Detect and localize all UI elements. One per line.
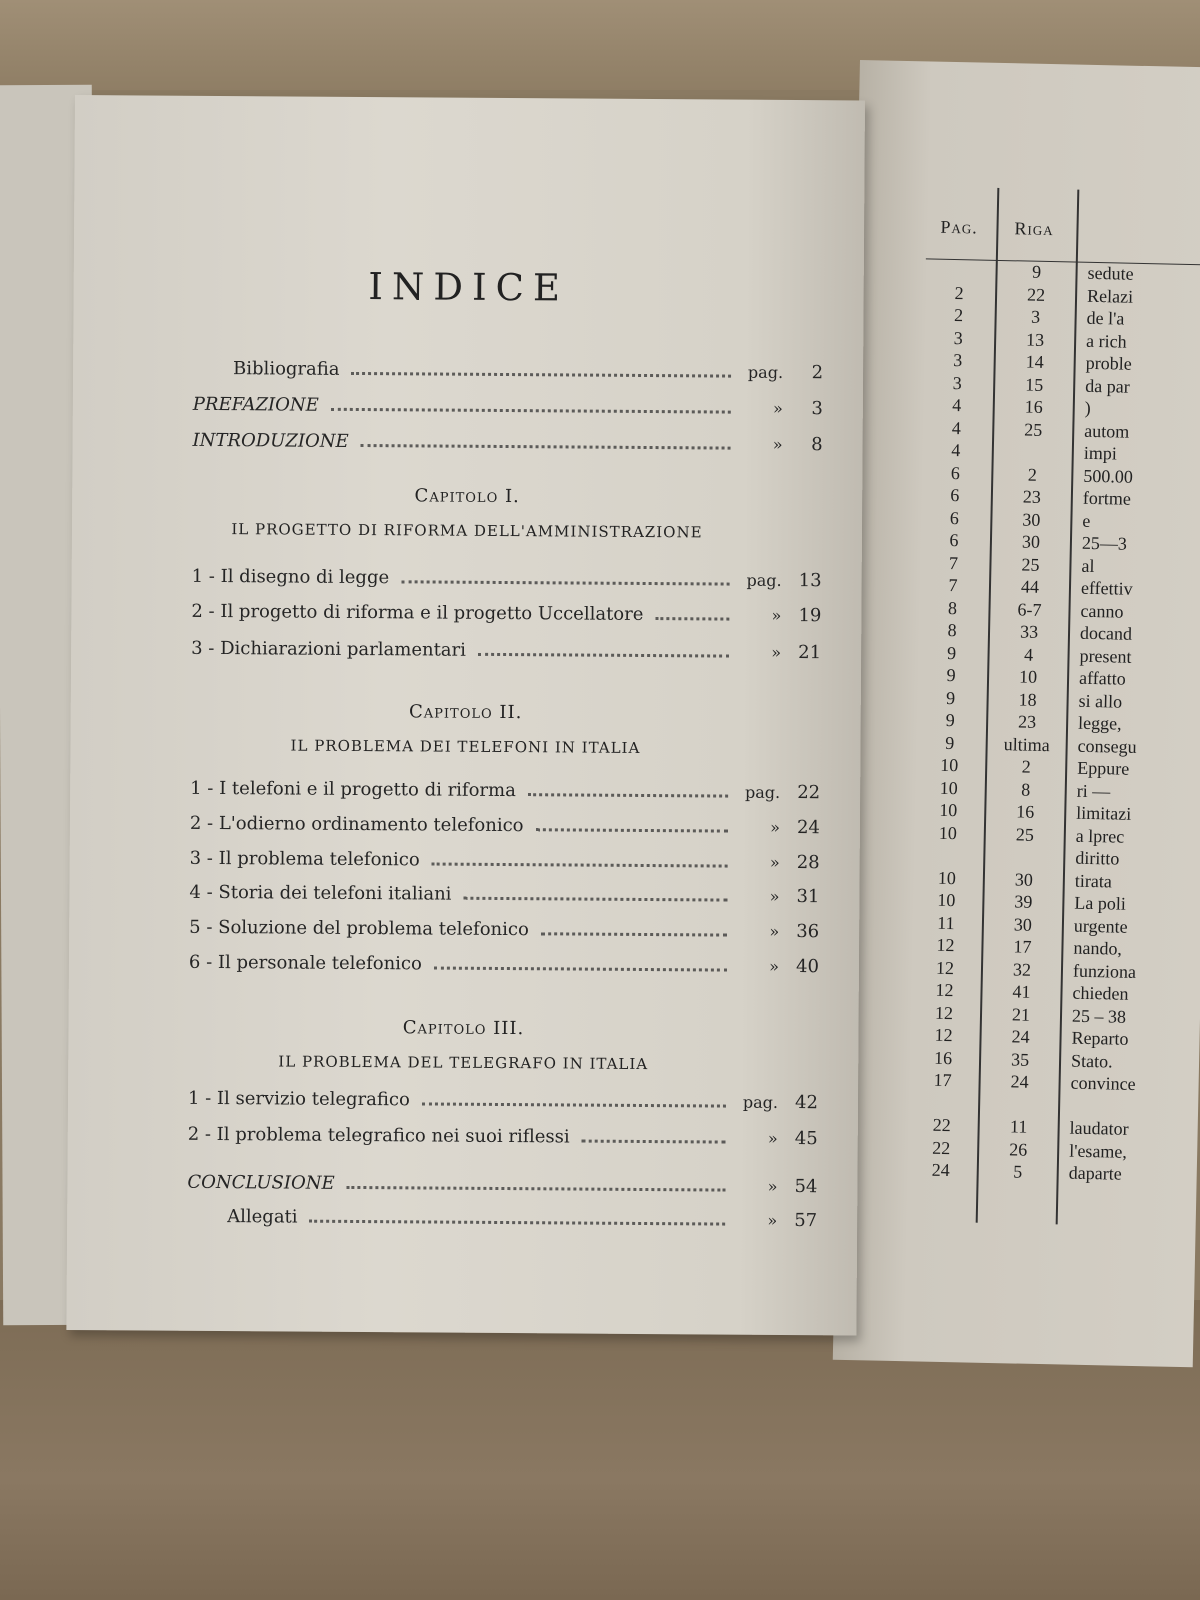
errata-line-number: 13	[1025, 329, 1045, 350]
toc-entry-label: 3 - Dichiarazioni parlamentari	[191, 637, 467, 661]
errata-page-number: 3	[953, 350, 963, 371]
errata-line-number: 33	[1019, 621, 1039, 642]
toc-entry-label: 2 - Il problema telegrafico nei suoi riflessi	[187, 1123, 570, 1148]
errata-line-number: 25	[1015, 823, 1035, 845]
toc-entry-prefix: »	[767, 1176, 778, 1196]
toc-entry-page: 8	[811, 434, 823, 456]
toc-entry-page: 40	[795, 956, 820, 978]
toc-entry-label: Bibliografia	[233, 358, 340, 380]
column-header-pag: Pag.	[940, 216, 979, 238]
errata-line-number: 44	[1020, 576, 1040, 597]
dot-leader	[541, 931, 727, 936]
chapter-heading: Capitolo II.	[408, 701, 523, 724]
toc-entry-prefix: »	[772, 434, 783, 454]
toc-entry-page: 28	[796, 852, 820, 874]
errata-line-number: 24	[1011, 1026, 1030, 1047]
errata-line-number: 35	[1010, 1048, 1030, 1070]
errata-page-number: 3	[953, 327, 963, 348]
errata-text: docand	[1079, 622, 1133, 644]
errata-line-number: 30	[1021, 531, 1041, 552]
toc-entry-page: 24	[796, 817, 820, 839]
errata-line-number: 9	[1031, 261, 1042, 282]
errata-line-number: 24	[1010, 1071, 1029, 1092]
errata-page-number: 10	[939, 777, 958, 798]
errata-line-number: 5	[1013, 1161, 1023, 1182]
errata-page-number: 12	[935, 957, 955, 978]
toc-entry	[187, 1206, 817, 1240]
errata-page-number: 9	[945, 732, 955, 753]
toc-entry-prefix: »	[771, 605, 782, 625]
errata-line-number: 39	[1014, 891, 1033, 912]
errata-line-number: 26	[1009, 1138, 1028, 1160]
toc-entry	[191, 601, 821, 635]
errata-text: ri —	[1076, 780, 1111, 801]
errata-page-number: 10	[937, 867, 957, 888]
toc-entry	[187, 1172, 817, 1206]
toc-entry-prefix: pag.	[744, 782, 781, 802]
page-title: INDICE	[368, 265, 570, 310]
errata-line-number: 30	[1014, 868, 1034, 890]
toc-entry	[190, 848, 820, 882]
errata-line-number: 18	[1018, 688, 1037, 710]
errata-page-number: 9	[946, 664, 956, 686]
toc-entry-prefix: pag.	[746, 570, 782, 590]
toc-entry	[191, 638, 821, 672]
errata-line-number: 25	[1021, 553, 1040, 575]
errata-page-number: 6	[949, 507, 960, 528]
errata-line-number: 16	[1016, 801, 1035, 822]
errata-line-number: 23	[1017, 711, 1037, 732]
errata-page-number: 4	[951, 440, 961, 461]
errata-line-number: 41	[1012, 981, 1031, 1002]
dot-leader	[655, 616, 729, 621]
toc-entry-page: 45	[794, 1128, 818, 1150]
dot-leader	[582, 1139, 726, 1144]
toc-entry-page: 3	[811, 398, 823, 420]
errata-page-number: 12	[935, 979, 954, 1001]
errata-line-number: 25	[1024, 419, 1043, 440]
column-header-riga: Riga	[1014, 218, 1054, 240]
errata-text: funziona	[1072, 960, 1137, 982]
errata-page-number: 7	[948, 574, 958, 596]
errata-page-number: 12	[934, 1024, 953, 1046]
toc-entry-page: 42	[795, 1092, 819, 1114]
toc-entry-label: 1 - I telefoni e il progetto di riforma	[190, 777, 516, 802]
errata-line-number: 23	[1022, 486, 1042, 507]
errata-text: consegu	[1077, 735, 1137, 757]
errata-line-number: 8	[1021, 779, 1031, 800]
errata-page-number	[908, 1092, 976, 1093]
dot-leader	[352, 371, 732, 378]
errata-text: nando,	[1073, 937, 1123, 959]
errata-page-number: 22	[932, 1114, 951, 1136]
errata-line-number: 10	[1018, 666, 1038, 687]
errata-text: 25—3	[1081, 532, 1128, 554]
errata-page-number: 10	[937, 889, 956, 911]
toc-entry-page: 13	[798, 570, 822, 592]
errata-text: fortme	[1082, 487, 1132, 509]
errata-page-number: 6	[950, 484, 960, 506]
errata-page-number: 12	[936, 934, 955, 956]
toc-entry-page: 21	[798, 642, 822, 664]
errata-text: tirata	[1074, 870, 1113, 891]
errata-line-number: 2	[1027, 464, 1038, 485]
toc-entry-label: CONCLUSIONE	[187, 1171, 335, 1194]
errata-text: Stato.	[1070, 1050, 1113, 1072]
errata-page-number: 3	[952, 372, 962, 393]
errata-page-number: 6	[949, 529, 959, 551]
dot-leader	[401, 579, 729, 585]
errata-text: chieden	[1072, 982, 1129, 1004]
errata-text: e	[1082, 510, 1091, 531]
toc-entry-page: 31	[796, 886, 820, 908]
errata-text: a lprec	[1075, 825, 1125, 847]
errata-text: al	[1081, 555, 1095, 576]
toc-entry-label: 1 - Il disegno di legge	[191, 565, 390, 589]
errata-page-number: 8	[947, 619, 957, 641]
toc-entry-prefix: »	[767, 1210, 778, 1230]
toc-entry-prefix: »	[767, 1128, 778, 1148]
toc-entry	[192, 566, 822, 600]
toc-entry-label: PREFAZIONE	[192, 393, 319, 416]
toc-entry-label: INTRODUZIONE	[192, 429, 349, 452]
errata-text: autom	[1084, 420, 1130, 442]
chapter-heading: Capitolo III.	[402, 1017, 525, 1040]
errata-text: de l'a	[1086, 307, 1125, 329]
toc-entry	[193, 358, 823, 392]
errata-page-number: 24	[931, 1159, 950, 1181]
dot-leader	[478, 652, 729, 658]
toc-entry-prefix: pag.	[747, 362, 784, 382]
errata-line-number: 15	[1025, 374, 1044, 395]
errata-page-number: 8	[947, 597, 958, 618]
toc-entry-page: 19	[798, 605, 822, 627]
toc-entry-prefix: »	[769, 886, 780, 906]
toc-entry-label: 2 - Il progetto di riforma e il progetto Uccellatore	[191, 600, 644, 625]
errata-text: impi	[1083, 442, 1118, 464]
errata-text: 500.00	[1083, 465, 1134, 487]
toc-entry	[189, 952, 819, 986]
errata-line-number: 16	[1024, 396, 1043, 417]
dot-leader	[434, 966, 727, 972]
errata-text: present	[1079, 645, 1132, 667]
errata-page-number: 10	[940, 754, 959, 776]
toc-entry	[189, 882, 819, 916]
dot-leader	[422, 1101, 726, 1107]
toc-entry	[192, 430, 822, 464]
toc-entry	[188, 1124, 818, 1158]
errata-text: si allo	[1078, 690, 1123, 712]
errata-line-number: 11	[1009, 1116, 1028, 1137]
errata-table	[907, 186, 1200, 1188]
errata-page-number: 22	[932, 1137, 951, 1158]
errata-page-number: 10	[939, 799, 958, 821]
toc-entry-page: 22	[797, 782, 821, 804]
chapter-title: IL PROBLEMA DEI TELEFONI IN ITALIA	[290, 736, 641, 757]
errata-line-number: 4	[1023, 644, 1034, 665]
errata-text: convince	[1070, 1072, 1136, 1094]
toc-entry-prefix: »	[769, 956, 779, 976]
toc-entry	[190, 813, 820, 847]
toc-entry-label: 5 - Soluzione del problema telefonico	[189, 916, 529, 941]
errata-text: 25 – 38	[1071, 1005, 1127, 1027]
toc-entry-label: Allegati	[227, 1206, 298, 1228]
errata-text: sedute	[1087, 262, 1134, 284]
errata-page-number: 16	[933, 1047, 953, 1068]
errata-line-number: 6-7	[1017, 598, 1042, 620]
errata-text: effettiv	[1080, 577, 1133, 599]
errata-page	[833, 60, 1200, 1367]
errata-text: a rich	[1085, 330, 1127, 352]
errata-text: limitazi	[1076, 802, 1132, 824]
dot-leader	[432, 862, 728, 868]
dot-leader	[361, 443, 731, 450]
errata-text: diritto	[1075, 847, 1120, 869]
errata-line-number: 30	[1013, 913, 1033, 935]
toc-entry-prefix: »	[770, 817, 780, 837]
dot-leader	[310, 1219, 726, 1226]
errata-page-number: 10	[938, 822, 958, 843]
errata-text: )	[1084, 397, 1091, 418]
errata-rows	[907, 259, 1200, 1188]
errata-text: proble	[1085, 352, 1132, 374]
toc-entry-prefix: »	[769, 921, 780, 941]
toc-entry-label: 1 - Il servizio telegrafico	[187, 1087, 410, 1111]
errata-page-number: 2	[953, 305, 964, 326]
dot-leader	[535, 827, 727, 832]
toc-entry-label: 2 - L'odierno ordinamento telefonico	[189, 812, 524, 837]
dot-leader	[347, 1185, 726, 1192]
toc-entry-page: 57	[794, 1210, 818, 1232]
errata-page-number: 11	[937, 912, 955, 933]
chapter-heading: Capitolo I.	[414, 485, 520, 508]
errata-page-number: 9	[945, 687, 956, 708]
dot-leader	[528, 792, 728, 797]
errata-text: Eppure	[1077, 757, 1130, 779]
index-page	[66, 95, 865, 1335]
toc-entry	[189, 917, 819, 951]
errata-text: da par	[1085, 375, 1130, 397]
errata-row	[907, 1159, 1200, 1188]
errata-line-number: 32	[1012, 958, 1032, 980]
dot-leader	[331, 407, 731, 414]
errata-text: l'esame,	[1069, 1140, 1128, 1162]
errata-text: legge,	[1077, 712, 1122, 734]
toc-entry-label: 6 - Il personale telefonico	[188, 951, 422, 975]
toc-entry	[188, 1088, 818, 1122]
errata-page-number: 9	[945, 709, 955, 731]
errata-text: urgente	[1073, 915, 1128, 937]
errata-text: daparte	[1068, 1162, 1122, 1184]
toc-entry-prefix: »	[769, 852, 780, 872]
toc-entry	[190, 778, 820, 812]
errata-page-number: 7	[948, 552, 959, 573]
errata-text: canno	[1080, 600, 1124, 622]
toc-entry-prefix: »	[771, 642, 782, 662]
toc-entry-page: 2	[811, 362, 824, 384]
errata-line-number: 3	[1030, 306, 1041, 327]
errata-line-number: 2	[1021, 756, 1031, 777]
errata-page-number: 9	[946, 642, 957, 663]
errata-line-number: ultima	[1003, 733, 1050, 755]
toc-entry-prefix: pag.	[742, 1092, 779, 1112]
errata-header	[926, 186, 1200, 265]
errata-page-number: 2	[954, 282, 964, 303]
errata-line-number: 14	[1025, 351, 1044, 372]
errata-text: La poli	[1074, 892, 1127, 914]
errata-line-number: 21	[1011, 1003, 1031, 1025]
errata-page-number: 4	[951, 417, 962, 438]
errata-page-number: 12	[934, 1002, 954, 1023]
errata-page-number: 6	[950, 462, 961, 483]
errata-line-number: 17	[1013, 936, 1032, 957]
toc-entry-label: 4 - Storia dei telefoni italiani	[189, 881, 452, 905]
errata-page-number: 17	[933, 1069, 952, 1091]
toc-entry-label: 3 - Il problema telefonico	[189, 847, 420, 871]
toc-entry-page: 54	[794, 1176, 818, 1198]
toc-entry	[193, 394, 823, 428]
errata-line-number: 30	[1022, 509, 1041, 530]
errata-text: Relazi	[1086, 285, 1134, 307]
errata-text: laudator	[1069, 1117, 1129, 1139]
dot-leader	[463, 896, 727, 902]
errata-text: Reparto	[1071, 1027, 1129, 1049]
toc-entry-page: 36	[796, 921, 820, 943]
errata-page-number: 4	[952, 395, 962, 416]
chapter-title: IL PROBLEMA DEL TELEGRAFO IN ITALIA	[278, 1052, 649, 1074]
errata-text: affatto	[1078, 667, 1126, 689]
errata-line-number: 22	[1026, 284, 1046, 305]
toc-entry-prefix: »	[772, 398, 783, 418]
chapter-title: IL PROGETTO DI RIFORMA DELL'AMMINISTRAZIONE	[231, 520, 703, 542]
